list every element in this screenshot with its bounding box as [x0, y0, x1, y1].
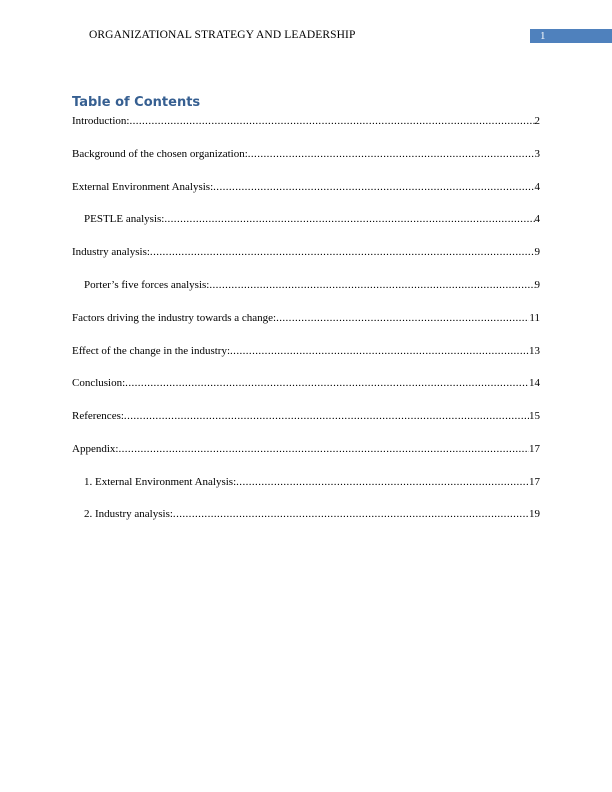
toc-dot-leader — [248, 147, 535, 161]
toc-dot-leader — [230, 344, 529, 358]
toc-entry-page: 4 — [534, 181, 540, 193]
toc-dot-leader — [118, 442, 529, 456]
toc-entry-title: References: — [72, 410, 124, 422]
toc-entry-title: Introduction: — [72, 115, 130, 127]
page-number: 1 — [540, 30, 546, 42]
toc-entry-conclusion[interactable] — [72, 376, 540, 390]
toc-entry-title: PESTLE analysis: — [84, 213, 165, 225]
toc-dot-leader — [276, 311, 529, 325]
toc-entry-external-environment[interactable] — [72, 180, 540, 194]
toc-entry-title: 2. Industry analysis: — [84, 508, 173, 520]
toc-entry-page: 3 — [534, 148, 540, 160]
toc-entry-page: 11 — [529, 312, 540, 324]
toc-entry-page: 15 — [529, 410, 540, 422]
toc-dot-leader — [129, 114, 534, 128]
toc-entry-title: Industry analysis: — [72, 246, 150, 258]
header-title: ORGANIZATIONAL STRATEGY AND LEADERSHIP — [89, 29, 356, 41]
toc-entry-page: 2 — [534, 115, 540, 127]
toc-entry-factors-driving-change[interactable] — [72, 311, 540, 325]
toc-entry-page: 19 — [529, 508, 540, 520]
toc-entry-appendix[interactable] — [72, 442, 540, 456]
page-number-badge — [530, 29, 612, 43]
toc-entry-porters-five-forces[interactable] — [84, 278, 540, 292]
toc-dot-leader — [125, 376, 529, 390]
toc-entry-appendix-industry-analysis[interactable] — [84, 507, 540, 521]
toc-entry-industry-analysis[interactable] — [72, 245, 540, 259]
toc-entry-introduction[interactable] — [72, 114, 540, 128]
toc-entry-page: 14 — [529, 377, 540, 389]
toc-entry-effect-of-change[interactable] — [72, 344, 540, 358]
toc-entry-page: 4 — [534, 213, 540, 225]
toc-entry-references[interactable] — [72, 409, 540, 423]
toc-dot-leader — [150, 245, 535, 259]
toc-entry-appendix-external-environment[interactable] — [84, 475, 540, 489]
toc-dot-leader — [124, 409, 529, 423]
toc-entry-title: Conclusion: — [72, 377, 126, 389]
toc-dot-leader — [164, 212, 534, 226]
toc-entry-title: Porter’s five forces analysis: — [84, 279, 210, 291]
toc-entry-title: Factors driving the industry towards a change: — [72, 312, 277, 324]
toc-entry-background[interactable] — [72, 147, 540, 161]
toc-dot-leader — [173, 507, 529, 521]
toc-dot-leader — [236, 475, 529, 489]
toc-dot-leader — [209, 278, 534, 292]
toc-entry-title: 1. External Environment Analysis: — [84, 476, 237, 488]
toc-entry-page: 13 — [529, 345, 540, 357]
toc-entry-page: 17 — [529, 476, 540, 488]
toc-entry-title: Effect of the change in the industry: — [72, 345, 231, 357]
toc-entry-title: Background of the chosen organization: — [72, 148, 248, 160]
toc-dot-leader — [213, 180, 534, 194]
toc-entry-page: 9 — [534, 246, 540, 258]
toc-entry-title: External Environment Analysis: — [72, 181, 214, 193]
toc-entry-pestle[interactable] — [84, 212, 540, 226]
toc-entry-title: Appendix: — [72, 443, 119, 455]
toc-heading: Table of Contents — [72, 95, 201, 110]
toc-entry-page: 9 — [534, 279, 540, 291]
toc-entry-page: 17 — [529, 443, 540, 455]
